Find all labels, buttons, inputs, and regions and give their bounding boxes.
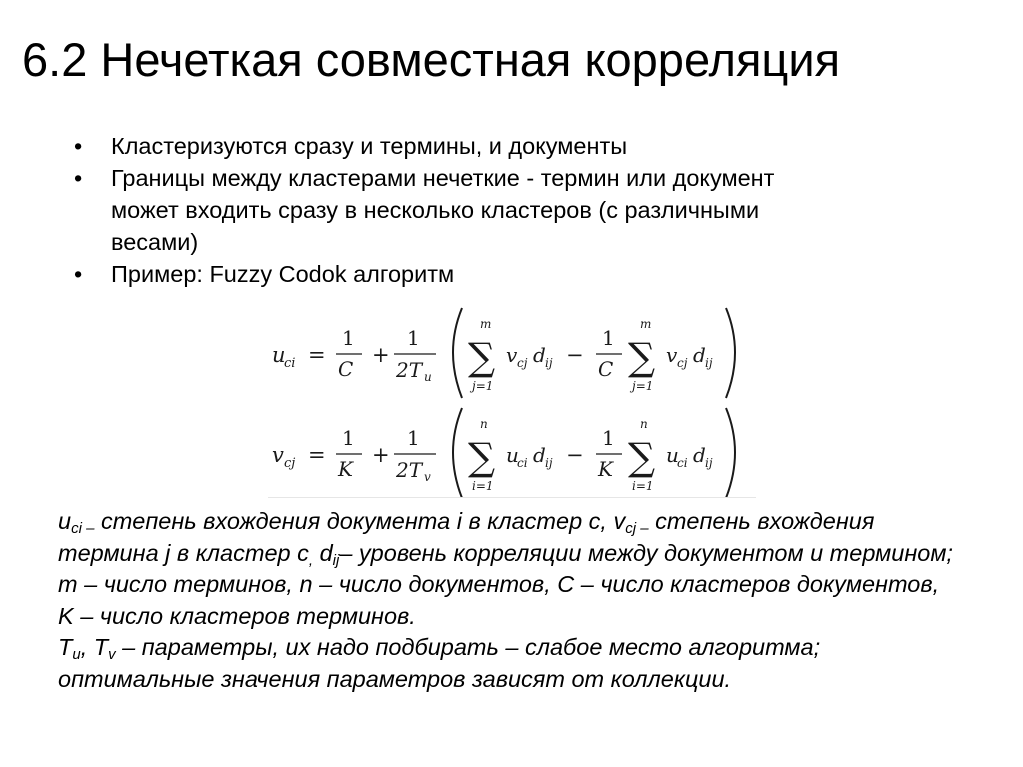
desc-d: d (313, 539, 333, 566)
description-block (58, 506, 958, 695)
desc-comma-t: , T (80, 634, 109, 660)
formula-sum-lower: j=1 (632, 379, 654, 393)
formula-term-v: v (666, 343, 678, 367)
formula-u (272, 308, 735, 398)
paren-left (453, 408, 462, 497)
desc-u: u (58, 508, 72, 534)
formula-equals: = (308, 343, 326, 367)
formula-2t: 2T (396, 358, 423, 382)
description-paragraph-variables (58, 506, 958, 632)
formula-one: 1 (602, 326, 615, 350)
formula-one: 1 (407, 326, 420, 350)
formula-term-u: u (666, 443, 679, 467)
formula-2t: 2T (396, 458, 423, 482)
desc-comma-sub: , (308, 551, 314, 569)
formula-sum-upper: m (480, 317, 492, 331)
formula-equals: = (308, 443, 326, 467)
formula-term-u-sub: ci (677, 456, 688, 470)
formula-term-u: u (506, 443, 519, 467)
formula-term-v-sub: cj (517, 356, 528, 370)
formula-u-const: C (338, 357, 354, 381)
desc-d-sub: ij (332, 551, 340, 569)
formula-term-d: d (533, 443, 546, 467)
formula-sum-upper: m (640, 317, 652, 331)
formula-u-lhs-sub: ci (284, 356, 296, 371)
formula-sigma: ∑ (468, 335, 496, 379)
formula-term-v-sub: cj (677, 356, 688, 370)
bullet-item: • Границы между кластерами нечеткие - термин или документ может входить сразу в несколько кластеров (с различными весами) (74, 162, 794, 258)
bullet-list (74, 130, 794, 290)
formula-sum-upper: n (640, 417, 648, 431)
desc-text: – параметры, их надо подбирать – слабое место алгоритма; оптимальные значения параметров зависят от коллекции. (58, 634, 821, 692)
formula-plus: + (372, 443, 390, 467)
bullet-item: • Пример: Fuzzy Codok алгоритм (74, 258, 794, 290)
desc-text: степень вхождения термина j в кластер c (58, 508, 875, 566)
slide-title: 6.2 Нечеткая совместная корреляция (22, 33, 841, 86)
formula-one: 1 (407, 426, 420, 450)
formula-term-d-sub: ij (545, 456, 553, 470)
desc-text: степень вхождения документа i в кластер c, v (94, 508, 626, 534)
formula-v-lhs-sub: cj (284, 456, 296, 471)
formula-minus: − (566, 343, 584, 367)
formula-u-lhs: u (272, 343, 286, 367)
formula-v-const: K (598, 457, 613, 481)
formula-term-d-sub: ij (705, 456, 713, 470)
paren-right (726, 408, 735, 497)
formula-one: 1 (602, 426, 615, 450)
bullet-item: • Кластеризуются сразу и термины, и документы (74, 130, 794, 162)
formula-term-d: d (533, 343, 546, 367)
formula-u-const: C (598, 357, 614, 381)
paren-left (453, 308, 462, 398)
paren-right (726, 308, 735, 398)
desc-v-sub: cj – (625, 520, 649, 537)
formula-term-d-sub: ij (545, 356, 553, 370)
formula-svg (268, 300, 756, 497)
formula-term-d: d (693, 343, 706, 367)
formula-sum-upper: n (480, 417, 488, 431)
formula-term-u-sub: ci (517, 456, 528, 470)
desc-u-sub: ci – (71, 520, 95, 537)
formula-one: 1 (342, 426, 355, 450)
formula-v-param-sub: v (424, 470, 431, 484)
formula-minus: − (566, 443, 584, 467)
desc-text: – уровень корреляции между документом и термином; m – число терминов, n – число документов, C – число кластеров документов, K – число кластеров терминов. (58, 539, 953, 629)
formula-v-lhs: v (272, 443, 284, 467)
formula-sum-lower: j=1 (472, 379, 494, 393)
formula-image (268, 300, 756, 498)
desc-tu-sub: u (72, 646, 81, 663)
formula-one: 1 (342, 326, 355, 350)
formula-sigma: ∑ (628, 335, 656, 379)
formula-sigma: ∑ (628, 435, 656, 479)
formula-term-d: d (693, 443, 706, 467)
formula-term-d-sub: ij (705, 356, 713, 370)
formula-v-const: K (338, 457, 353, 481)
desc-tv-sub: v (108, 646, 116, 663)
formula-u-param-sub: u (424, 370, 432, 384)
formula-sum-lower: i=1 (472, 479, 494, 493)
desc-t: T (58, 634, 73, 660)
description-paragraph-params (58, 632, 958, 695)
formula-sum-lower: i=1 (632, 479, 654, 493)
formula-term-v: v (506, 343, 518, 367)
formula-v (272, 408, 735, 497)
formula-sigma: ∑ (468, 435, 496, 479)
formula-plus: + (372, 343, 390, 367)
